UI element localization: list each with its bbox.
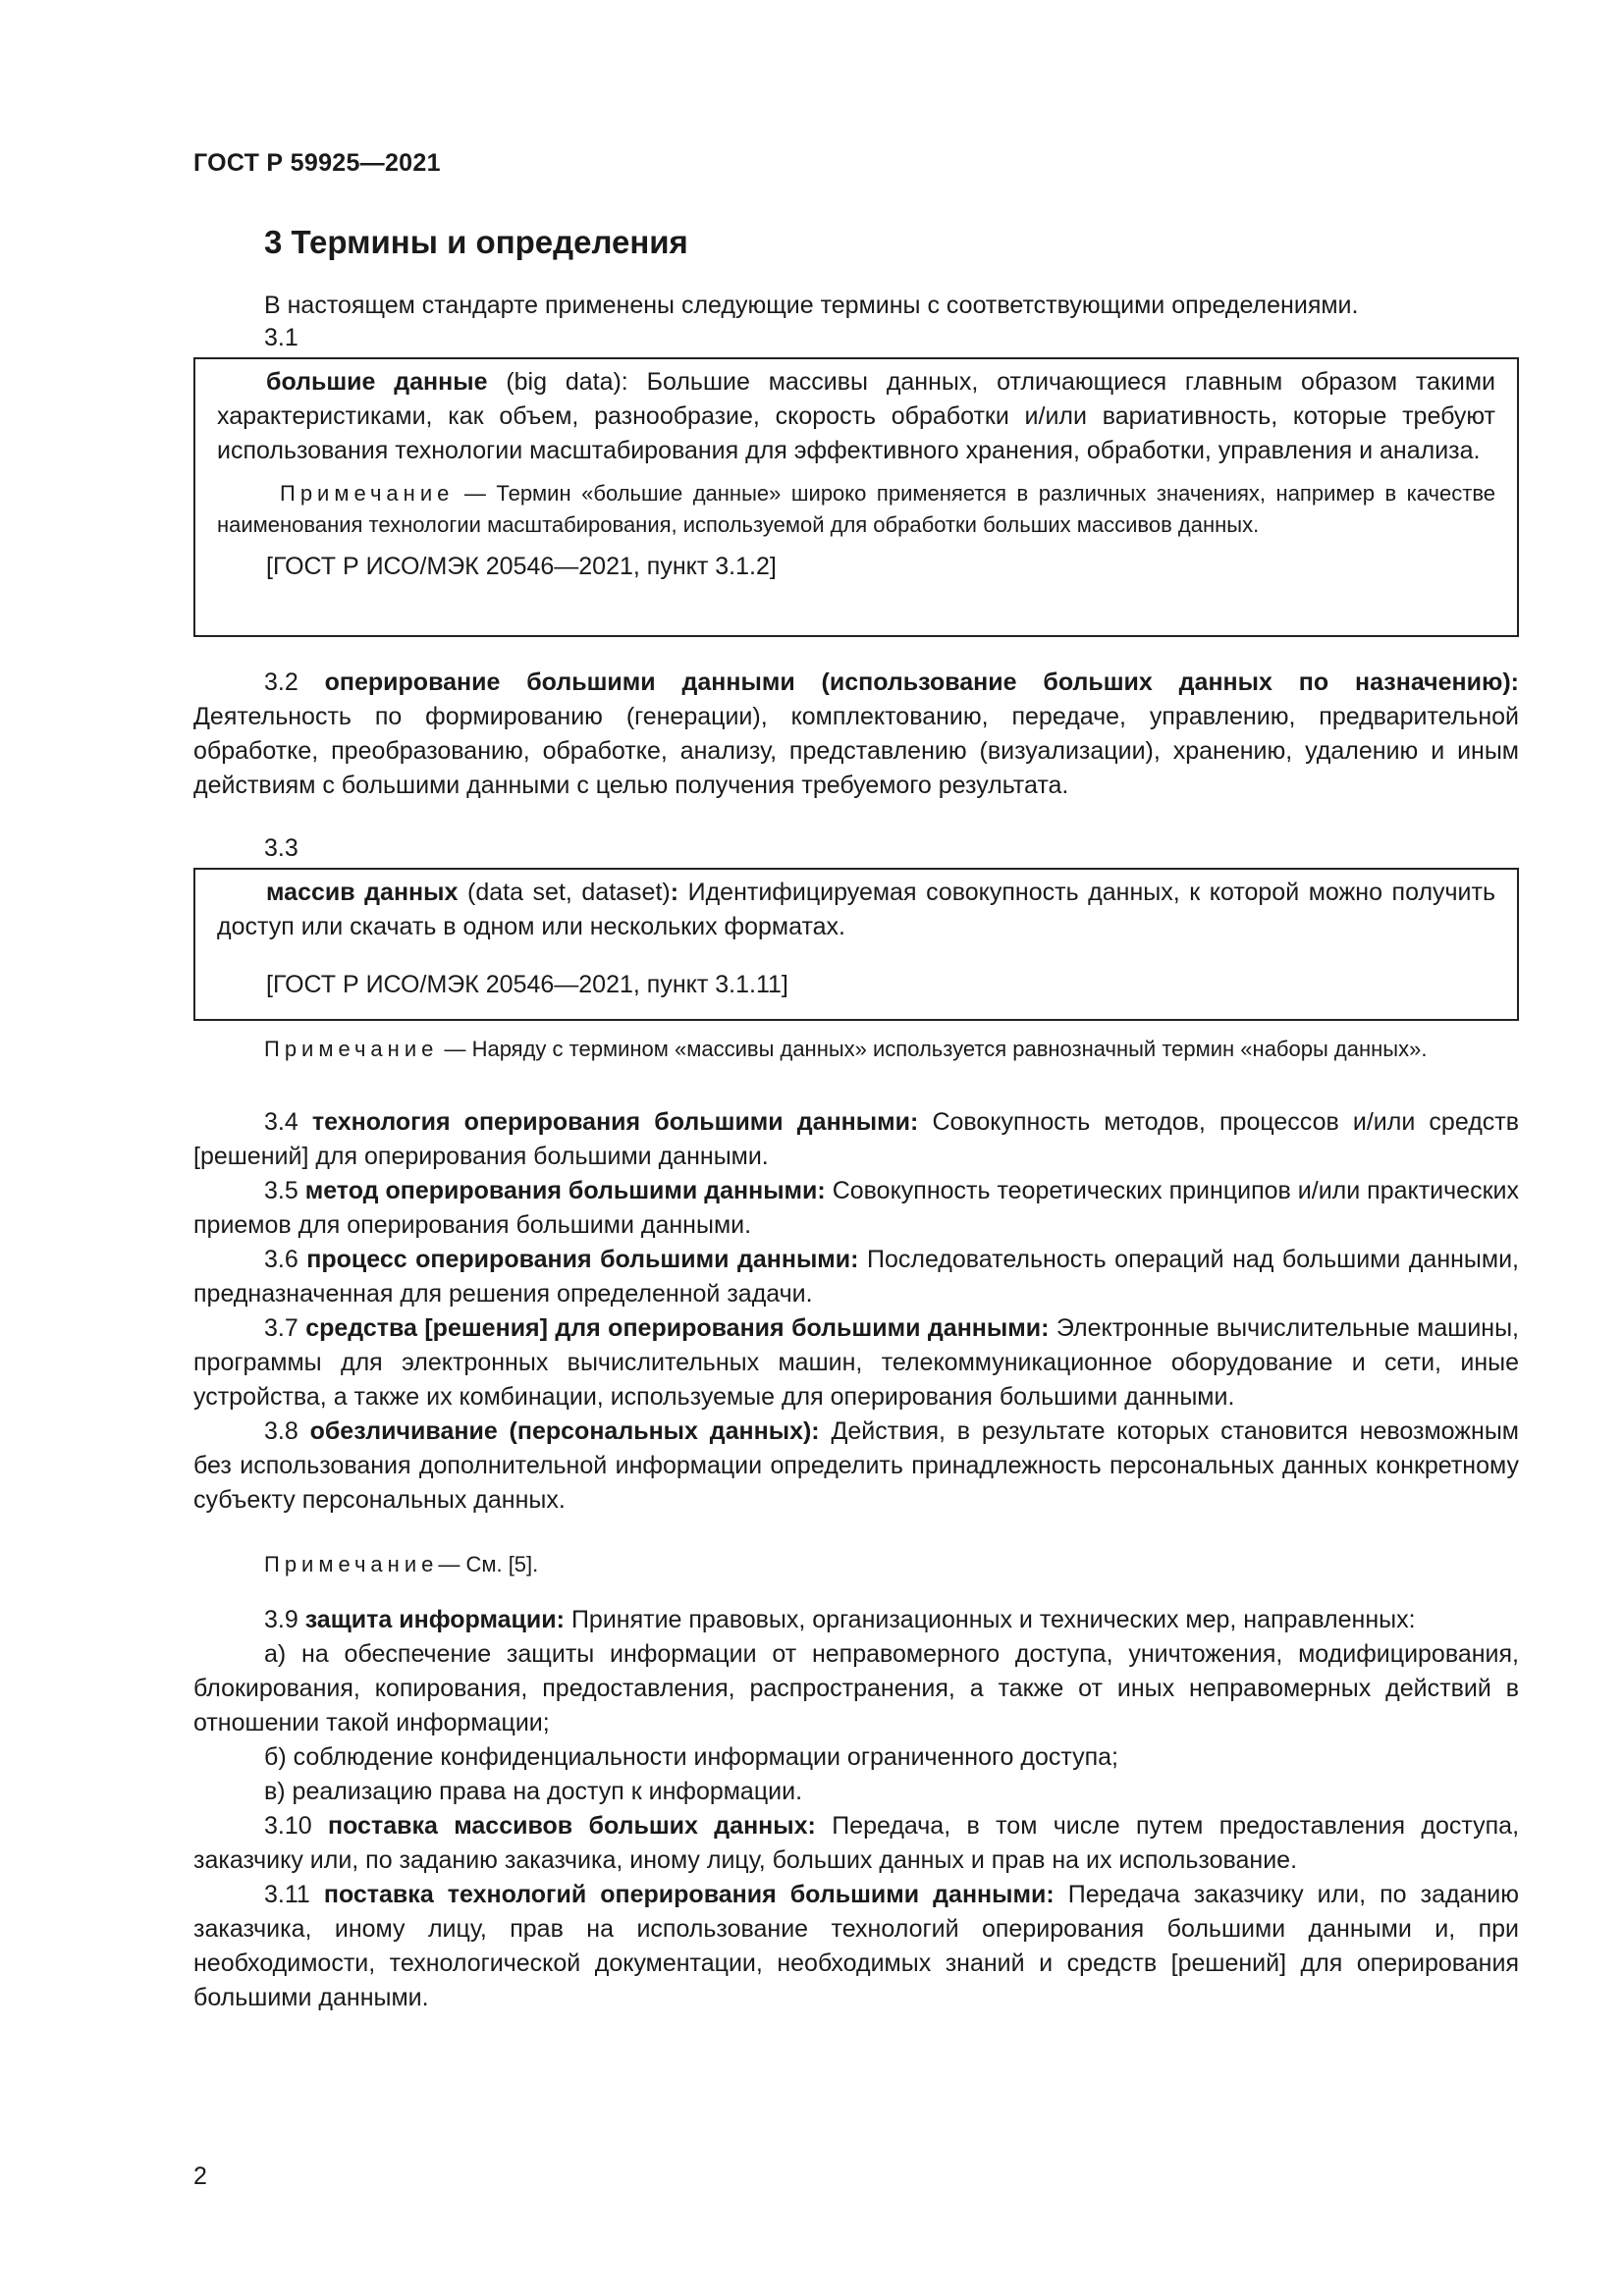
list-item-c: в) реализацию права на доступ к информации. [264, 1778, 803, 1805]
term-definition-3-2 [193, 666, 1519, 803]
term-3-4: технология оперирования большими данными: [311, 1108, 919, 1136]
list-item-b: б) соблюдение конфиденциальности информации ограниченного доступа; [264, 1743, 1119, 1771]
note-label-3-8: Примечание [264, 1552, 439, 1576]
term-definition-3-10 [193, 1809, 1519, 1878]
note-3-3 [193, 1034, 1519, 1065]
term-number-3-5: 3.5 [264, 1177, 305, 1204]
definition-3-9: Принятие правовых, организационных и технических мер, направленных: [565, 1606, 1416, 1633]
definition-3-5: Совокупность теоретических принципов и/или практических приемов для оперирования большими данными. [193, 1177, 1519, 1239]
terms-3-9-to-3-11 [193, 1603, 1519, 2015]
term-definition-3-5 [193, 1174, 1519, 1243]
term-number-3-9: 3.9 [264, 1606, 305, 1633]
note-label-3-1: Примечание [280, 481, 455, 506]
source-3-3: [ГОСТ Р ИСО/МЭК 20546—2021, пункт 3.1.11] [266, 971, 788, 998]
term-3-11: поставка технологий оперирования большими данными: [323, 1881, 1055, 1908]
definition-3-3: Идентифицируемая совокупность данных, к которой можно получить доступ или скачать в одном или нескольких форматах. [217, 879, 1495, 940]
definition-3-2: Деятельность по формированию (генерации), комплектованию, передаче, управлению, предварительной обработке, преобразованию, обработке, анализу, представлению (визуализации), хранению, удалению и иным действиям с большими данными с целью получения требуемого результата. [193, 703, 1519, 799]
term-number-3-10: 3.10 [264, 1812, 329, 1840]
term-box-3-1 [193, 357, 1519, 637]
term-definition-3-9 [193, 1603, 1519, 1637]
term-number-3-1: 3.1 [264, 324, 298, 351]
term-definition-3-11 [193, 1878, 1519, 2015]
term-definition-3-1 [195, 359, 1495, 468]
intro-text: В настоящем стандарте применены следующие термины с соответствующими определениями. [264, 292, 1359, 319]
note-3-8-block [193, 1549, 1519, 1580]
term-colon-3-3: : [670, 879, 679, 906]
term-3-2-block [193, 666, 1519, 803]
definition-3-1: Большие массивы данных, отличающиеся главным образом такими характеристиками, как объем, разнообразие, скорость обработки и/или вариативность, которые требуют использования технологии масштабирования для эффективного хранения, обработки, управления и анализа. [217, 368, 1496, 464]
term-3-9: защита информации: [304, 1606, 565, 1633]
definition-3-10: Передача, в том числе путем предоставления доступа, заказчику или, по заданию заказчика, иному лицу, больших данных и прав на их использование. [193, 1812, 1520, 1874]
term-3-6: процесс оперирования большими данными: [306, 1246, 859, 1273]
definition-3-4: Совокупность методов, процессов и/или средств [решений] для оперирования большими данными. [193, 1108, 1520, 1170]
term-3-5: метод оперирования большими данными: [304, 1177, 826, 1204]
note-text-3-8: — См. [5]. [438, 1552, 539, 1576]
term-definition-3-4 [193, 1105, 1519, 1174]
term-definition-3-7 [193, 1311, 1519, 1415]
note-3-3-block [193, 1034, 1519, 1065]
term-number-3-3: 3.3 [264, 834, 298, 862]
term-3-10: поставка массивов больших данных: [328, 1812, 816, 1840]
term-3-1: большие данные [266, 368, 488, 396]
note-text-3-1: — Термин «большие данные» широко применяется в различных значениях, например в качестве наименования технологии масштабирования, используемой для обработки больших массивов данных. [217, 481, 1495, 537]
source-3-1: [ГОСТ Р ИСО/МЭК 20546—2021, пункт 3.1.2] [266, 553, 777, 580]
terms-3-4-to-3-8 [193, 1105, 1519, 1518]
term-3-8: обезличивание (персональных данных): [309, 1417, 820, 1445]
term-number-3-4: 3.4 [264, 1108, 312, 1136]
term-number-3-11: 3.11 [264, 1881, 324, 1908]
term-box-3-3 [193, 868, 1519, 1021]
term-definition-3-3 [195, 870, 1495, 944]
term-3-2: оперирование большими данными (использование больших данных по назначению): [324, 668, 1519, 696]
term-number-3-8: 3.8 [264, 1417, 310, 1445]
term-3-3: массив данных [266, 879, 459, 906]
term-en-3-3: (data set, dataset) [458, 879, 671, 906]
definition-3-8: Действия, в результате которых становится невозможным без использования дополнительной информации определить принадлежность персональных данных конкретному субъекту персональных данных. [193, 1417, 1519, 1514]
section-title: 3 Термины и определения [264, 224, 688, 260]
definition-3-11: Передача заказчику или, по заданию заказчика, иному лицу, прав на использование технологий оперирования большими данными и, при необходимости, технологической документации, необходимых знаний и средств [решений] для оперирования большими данными. [193, 1881, 1519, 2011]
term-3-7: средства [решения] для оперирования большими данными: [305, 1314, 1050, 1342]
term-definition-3-8 [193, 1415, 1519, 1518]
document-header: ГОСТ Р 59925—2021 [193, 149, 441, 177]
list-item-a: а) на обеспечение защиты информации от неправомерного доступа, уничтожения, модифицирования, блокирования, копирования, предоставления, распространения, а также от иных неправомерных действий в отношении такой информации; [193, 1640, 1519, 1736]
note-3-1 [195, 478, 1495, 541]
term-number-3-7: 3.7 [264, 1314, 306, 1342]
note-text-3-3: — Наряду с термином «массивы данных» используется равнозначный термин «наборы данных». [438, 1037, 1428, 1061]
term-number-3-6: 3.6 [264, 1246, 307, 1273]
note-3-8 [193, 1549, 1519, 1580]
term-definition-3-6 [193, 1243, 1519, 1311]
note-label-3-3: Примечание [264, 1037, 439, 1061]
definition-3-7: Электронные вычислительные машины, программы для электронных вычислительных машин, телекоммуникационное оборудование и сети, иные устройства, а также их комбинации, используемые для оперирования большими данными. [193, 1314, 1519, 1411]
term-en-3-1: (big data): [487, 368, 647, 396]
page-number: 2 [193, 2163, 207, 2190]
term-number-3-2: 3.2 [264, 668, 325, 696]
definition-3-6: Последовательность операций над большими данными, предназначенная для решения определенной задачи. [193, 1246, 1519, 1308]
